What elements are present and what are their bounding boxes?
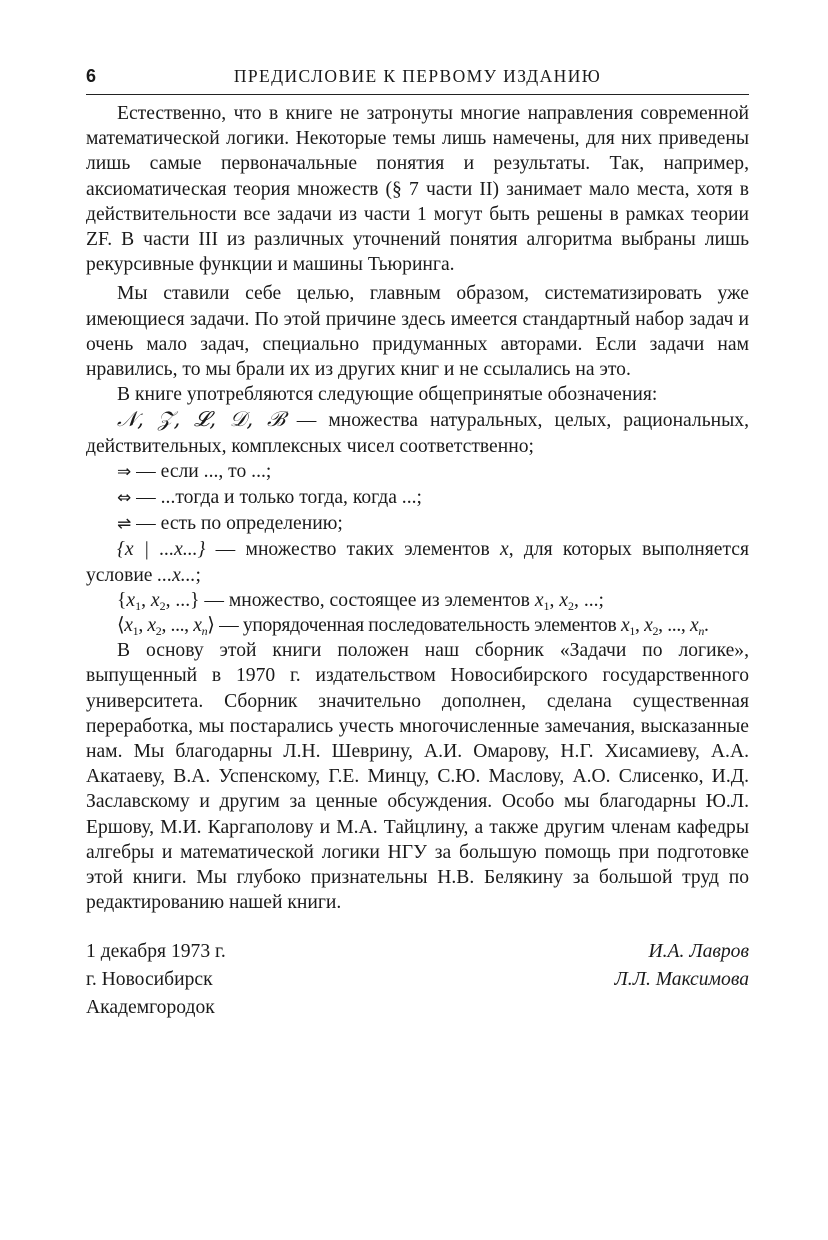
tuple-end: . — [704, 615, 709, 637]
iff-symbol: ⇔ — [117, 488, 132, 509]
def-symbol: ⇌ — [117, 514, 132, 535]
book-page — [86, 60, 749, 1022]
paragraph-1: Естественно, что в книге не затронуты многие направления современной математической логики. Некоторые темы лишь намечены, для них приведены лишь самые первоначальные понятия и результаты. Так, например, аксиоматическая теория множеств (§ 7 части II) занимает мало места, хотя в действительности все задачи из части 1 могут быть решены в рамках теории ZF. В части III из различных уточнений понятия алгоритма выбраны лишь рекурсивные функции и машины Тьюринга. — [86, 103, 749, 276]
tuple-close: ⟩ — [207, 615, 215, 637]
tuple-text: — упорядоченная последовательность элементов — [214, 615, 621, 637]
page-body — [86, 101, 749, 916]
notation-setbuilder — [86, 537, 749, 587]
signature-district: Академгородок — [86, 996, 215, 1018]
sets-symbols: 𝒩, 𝒵, 𝓛, 𝒟, ℬ — [117, 407, 285, 432]
set-text: — множество, состоящее из элементов — [199, 589, 535, 611]
notation-def — [86, 511, 749, 537]
notation-iff — [86, 485, 749, 511]
def-text: — есть по определению; — [131, 513, 343, 535]
setbuilder-text2: , для которых выполняется условие — [86, 539, 750, 586]
page-header — [86, 60, 749, 95]
implies-symbol: ⇒ — [117, 461, 132, 482]
setbuilder-text1: — множество таких элементов — [205, 539, 500, 561]
notation-implies — [86, 459, 749, 485]
notation-tuple: $⟨x_1$, $x_2$, ..., $x_n⟩$ — упорядоченная последовательность элементов $x_1$, $x_2$, ..., $x_n$. — [117, 615, 709, 639]
notation-set: {$x_1$, $x_2$, ...} — множество, состоящее из элементов $x_1$, $x_2$, ...; — [117, 589, 604, 613]
tuple-open: ⟨ — [117, 615, 125, 637]
implies-text: — если ..., то ...; — [131, 460, 272, 482]
signature-city: г. Новосибирск — [86, 968, 213, 990]
setbuilder-open: {x | ...x...} — [117, 539, 206, 561]
iff-text: — ...тогда и только тогда, когда ...; — [131, 487, 422, 509]
set-end: , ...; — [574, 589, 604, 611]
signature-block — [86, 938, 749, 1022]
signature-author-2: Л.Л. Максимова — [614, 968, 749, 990]
page-number: 6 — [86, 66, 97, 86]
set-open: { — [117, 589, 127, 611]
running-head: ПРЕДИСЛОВИЕ К ПЕРВОМУ ИЗДАНИЮ — [233, 66, 602, 86]
setbuilder-cond: ...x... — [157, 564, 196, 586]
paragraph-2: Мы ставили себе целью, главным образом, систематизировать уже имеющиеся задачи. По этой причине здесь имеется стандартный набор задач и очень мало задач, специально придуманных авторами. Если задачи нам нравились, то мы брали их из других книг и не ссылались на это. — [86, 283, 749, 381]
setbuilder-end: ; — [195, 564, 201, 586]
signature-author-1: И.А. Лавров — [648, 940, 749, 962]
signature-date: 1 декабря 1973 г. — [86, 940, 226, 962]
paragraph-3: В книге употребляются следующие общепринятые обозначения: — [117, 384, 658, 406]
paragraph-acknowledgements: В основу этой книги положен наш сборник «Задачи по логике», выпущенный в 1970 г. издательством Новосибирского государственного университета. Сборник значительно дополнен, сделана существенная переработка, мы постарались учесть многочисленные замечания, высказанные нам. Мы благодарны Л.Н. Шеврину, А.И. Омарову, Н.Г. Хисамиеву, А.А. Акатаеву, В.А. Успенскому, Г.Е. Минцу, С.Ю. Маслову, А.О. Слисенко, И.Д. Заславскому и другим за ценные обсуждения. Особо мы благодарны Ю.Л. Ершову, М.И. Каргаполову и М.А. Тайцлину, а также другим членам кафедры алгебры и математической логики НГУ за большую помощь при подготовке этой книги. Мы глубоко признательны Н.В. Белякину за большой труд по редактированию нашей книги. — [86, 640, 749, 914]
sets-text: — множества натуральных, целых, рациональных, действительных, комплексных чисел соответственно; — [86, 410, 749, 457]
setbuilder-x: x — [499, 539, 509, 561]
notation-sets — [86, 407, 749, 458]
